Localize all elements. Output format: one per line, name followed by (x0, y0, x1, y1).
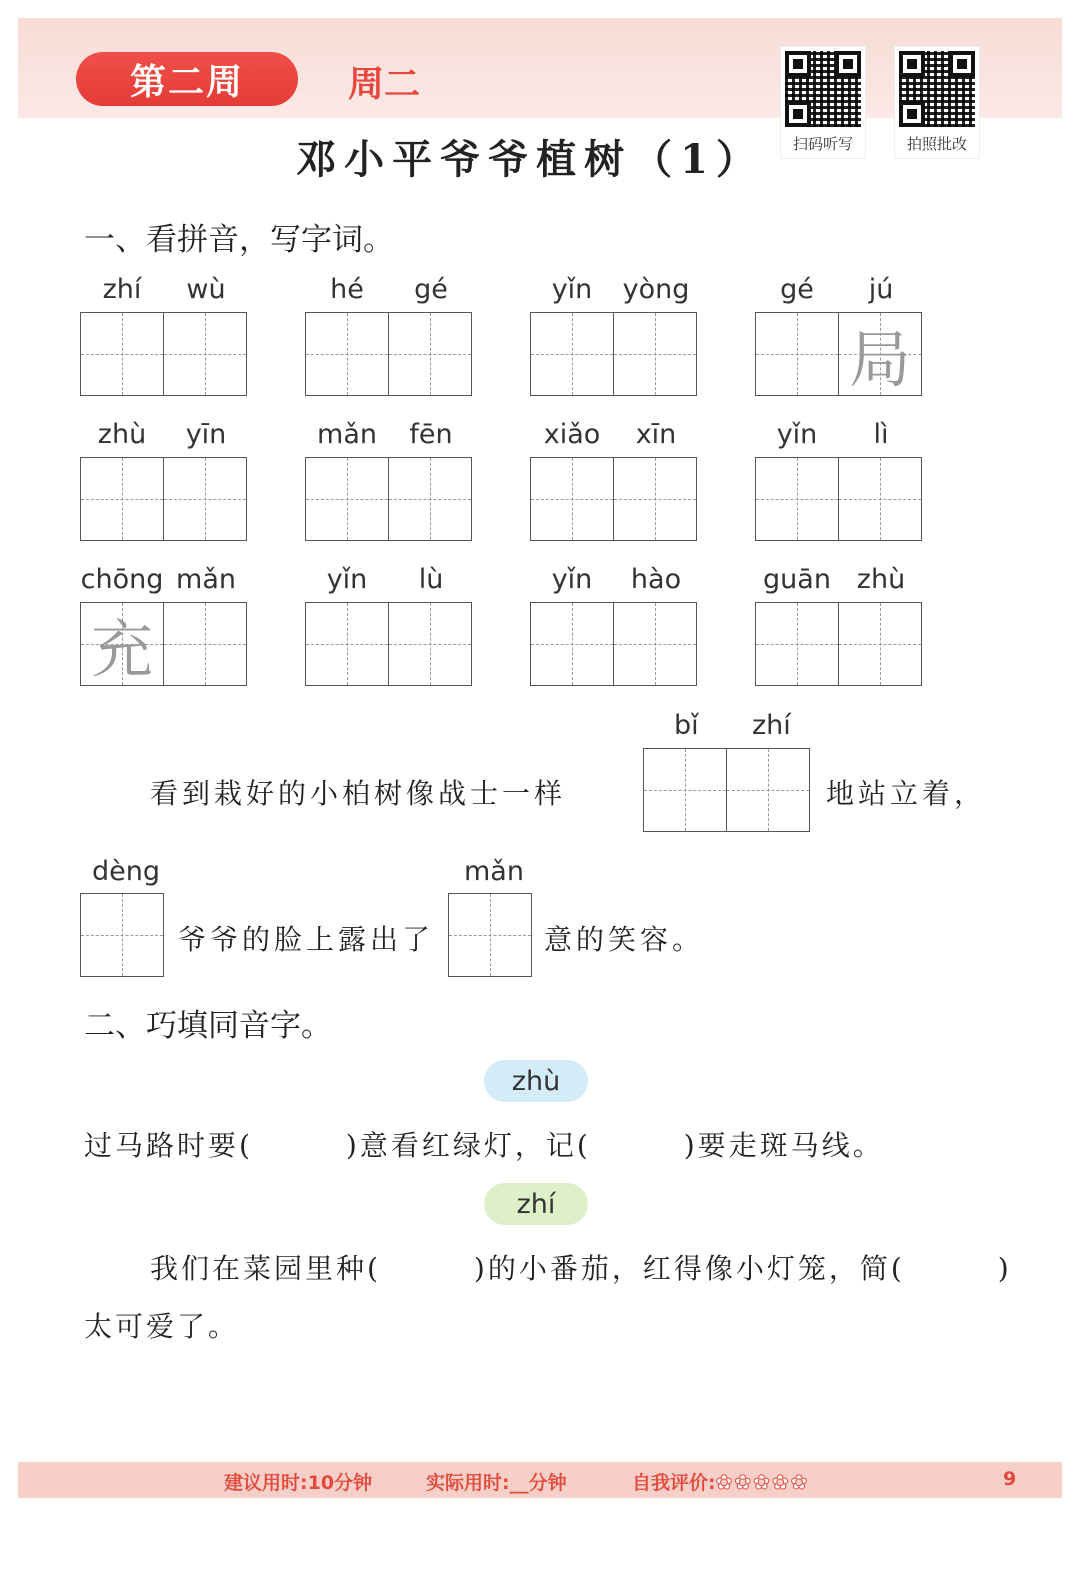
grid-cell[interactable] (81, 603, 163, 685)
self-rating-label: 自我评价: (632, 1472, 716, 1494)
qr-label: 拍照批改 (906, 135, 967, 153)
grid-cell[interactable] (388, 313, 471, 395)
suggested-time: 建议用时:10分钟 (224, 1472, 373, 1494)
grid-cell[interactable] (613, 458, 696, 540)
grid-cell[interactable] (306, 313, 388, 395)
pinyin-bubble: zhí (484, 1183, 588, 1225)
pinyin: fēn (409, 419, 453, 450)
sentence-text: 爷爷的脸上露出了 (178, 923, 435, 956)
grid-cell[interactable] (756, 313, 838, 395)
sentence-text: 看到栽好的小柏树像战士一样 (150, 777, 567, 810)
grid-cell[interactable] (388, 458, 471, 540)
grid-cell[interactable] (756, 458, 838, 540)
pinyin: gé (780, 274, 814, 305)
grid-cell[interactable] (838, 458, 921, 540)
grid-cell[interactable] (306, 603, 388, 685)
pinyin: zhí (102, 274, 142, 305)
pinyin: hé (330, 274, 364, 305)
pinyin: bǐ (674, 710, 699, 741)
pinyin: yǐn (776, 419, 818, 450)
writing-grid[interactable] (530, 602, 697, 686)
sample-character: 局 (848, 322, 911, 396)
writing-grid[interactable] (755, 457, 922, 541)
pinyin: mǎn (317, 419, 377, 450)
grid-cell[interactable] (81, 313, 163, 395)
writing-grid[interactable] (80, 312, 247, 396)
pinyin: xīn (635, 419, 677, 450)
section-title: 二、巧填同音字。 (84, 1008, 332, 1044)
sentence-text: 地站立着， (826, 777, 987, 810)
pinyin-bubble: zhù (484, 1060, 588, 1102)
grid-cell[interactable] (163, 313, 246, 395)
section-title: 一、看拼音，写字词。 (84, 222, 394, 258)
pinyin: lì (873, 419, 889, 450)
sentence-text: 意的笑容。 (544, 923, 705, 956)
fill-in-sentence: 太可爱了。 (84, 1310, 240, 1343)
grid-cell[interactable] (838, 603, 921, 685)
sample-character: 充 (90, 612, 153, 686)
self-rating[interactable] (632, 1468, 809, 1495)
rating-star-icon[interactable]: ✿ (753, 1470, 770, 1494)
grid-cell[interactable] (163, 458, 246, 540)
pinyin: yòng (622, 274, 690, 305)
pinyin: mǎn (464, 856, 524, 887)
writing-grid[interactable] (305, 602, 472, 686)
pinyin: xiǎo (543, 419, 601, 450)
pinyin: mǎn (176, 564, 236, 595)
pinyin: zhí (752, 710, 791, 741)
pinyin: wù (186, 274, 226, 305)
day-label: 周二 (348, 64, 421, 105)
pinyin: zhù (856, 564, 906, 595)
rating-star-icon[interactable]: ✿ (734, 1470, 752, 1494)
actual-time: 实际用时:__分钟 (426, 1472, 567, 1494)
pinyin: gé (414, 274, 448, 305)
fill-in-sentence[interactable]: 我们在菜园里种( )的小番茄，红得像小灯笼，简( ) (150, 1252, 1012, 1285)
page-number: 9 (1003, 1468, 1017, 1490)
grid-cell[interactable] (81, 458, 163, 540)
rating-star-icon[interactable]: ✿ (715, 1470, 733, 1494)
writing-grid[interactable] (530, 457, 697, 541)
pinyin: hào (630, 564, 682, 595)
fill-in-sentence[interactable]: 过马路时要( )意看红绿灯，记( )要走斑马线。 (84, 1129, 884, 1162)
grid-cell[interactable] (163, 603, 246, 685)
grid-cell[interactable] (306, 458, 388, 540)
writing-grid[interactable] (643, 748, 810, 832)
grid-cell[interactable] (531, 458, 613, 540)
week-badge: 第二周 (76, 52, 298, 106)
grid-cell[interactable] (388, 603, 471, 685)
rating-stars[interactable] (716, 1472, 810, 1494)
grid-cell[interactable] (613, 313, 696, 395)
grid-cell[interactable] (838, 313, 921, 395)
lesson-title: 邓小平爷爷植树（1） (296, 136, 764, 183)
writing-grid[interactable] (755, 312, 922, 396)
grid-cell[interactable] (613, 603, 696, 685)
rating-star-icon[interactable]: ✿ (771, 1470, 789, 1494)
rating-star-icon[interactable]: ✿ (790, 1470, 808, 1494)
pinyin: yǐn (326, 564, 368, 595)
writing-grid[interactable] (80, 893, 164, 977)
writing-grid[interactable] (305, 312, 472, 396)
pinyin: jú (868, 274, 894, 305)
qr-code-icon (785, 51, 861, 127)
writing-grid[interactable] (755, 602, 922, 686)
qr-code-icon (899, 51, 975, 127)
pinyin: lù (418, 564, 444, 595)
grid-cell[interactable] (756, 603, 838, 685)
grid-cell[interactable] (531, 603, 613, 685)
pinyin: chōng (80, 564, 164, 595)
writing-grid[interactable] (305, 457, 472, 541)
pinyin: yīn (185, 419, 227, 450)
pinyin: guān (763, 564, 831, 595)
writing-grid[interactable] (448, 893, 532, 977)
pinyin: dèng (92, 856, 161, 887)
writing-grid[interactable] (80, 457, 247, 541)
pinyin: zhù (97, 419, 147, 450)
pinyin: yǐn (551, 274, 593, 305)
qr-label: 扫码听写 (792, 135, 853, 153)
pinyin: yǐn (551, 564, 593, 595)
writing-grid[interactable] (80, 602, 247, 686)
grid-cell[interactable] (531, 313, 613, 395)
writing-grid[interactable] (530, 312, 697, 396)
